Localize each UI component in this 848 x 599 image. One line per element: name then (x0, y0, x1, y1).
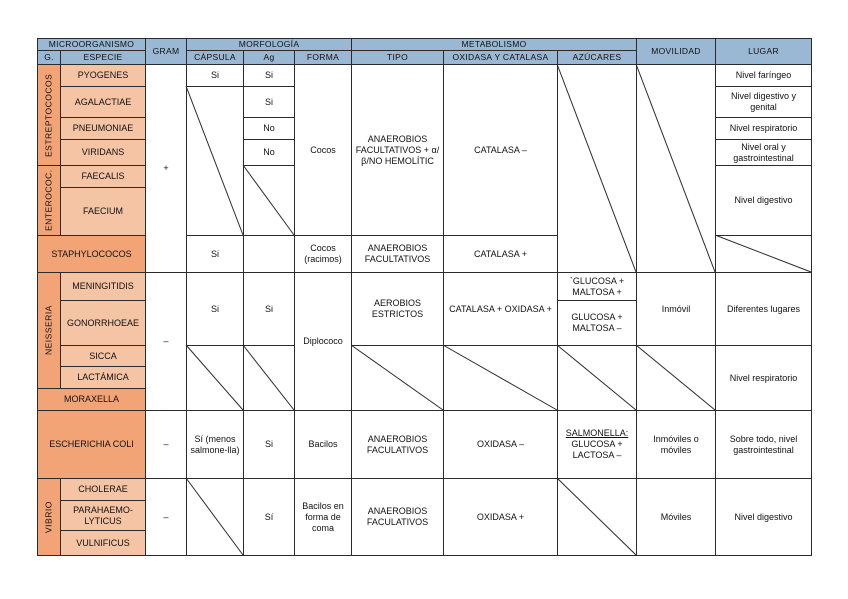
gram-positive-text: + (163, 163, 169, 173)
forma-strep (294, 64, 352, 236)
gram-neisseria-text: – (163, 336, 169, 346)
species-agalactiae-text: AGALACTIAE (74, 96, 132, 107)
tipo-neisseria (351, 272, 444, 346)
ag-pyogenes (243, 64, 295, 87)
species-cholerae (60, 478, 146, 501)
lugar-ecoli (715, 410, 812, 479)
capsula-staph (186, 235, 244, 273)
lugar-viridans (715, 139, 812, 166)
movilidad-vibrio (636, 478, 716, 556)
tipo-strep-text: ANAEROBIOS FACULTATIVOS + α/β/NO HEMOLÍTIC (355, 133, 440, 166)
species-escherichia-coli (37, 410, 146, 479)
azucares-meningitidis-text: `GLUCOSA + MALTOSA + (569, 275, 625, 297)
lugar-neisseria (715, 272, 812, 346)
capsula-header-text: CÁPSULA (194, 52, 236, 62)
g-header (37, 50, 61, 65)
gram-ecoli (145, 410, 187, 479)
ag-viridans-text: No (263, 147, 275, 157)
oxidasa-empty-neisseria (443, 345, 558, 411)
species-lactamica (60, 366, 146, 389)
g-header-text: G. (44, 52, 54, 62)
lugar-sicca (715, 345, 812, 411)
oxidasa-neisseria (443, 272, 558, 346)
tipo-staph (351, 235, 444, 273)
gram-positive (145, 64, 187, 273)
capsula-pyogenes (186, 64, 244, 87)
species-pneumoniae-text: PNEUMONIAE (72, 123, 134, 133)
gram-ecoli-text: – (163, 439, 169, 449)
tipo-empty-neisseria (351, 345, 444, 411)
especie-header-text: ESPECIE (83, 52, 123, 62)
oxidasa-ecoli (443, 410, 558, 479)
tipo-vibrio-text: ANAEROBIOS FACULATIVOS (366, 506, 429, 527)
salmonella-label: SALMONELLA: (565, 428, 629, 438)
ag-vibrio-text: Sí (264, 511, 274, 522)
oxidasa-strep-text: CATALASA – (474, 144, 527, 155)
lugar-viridans-text: Nivel oral y gastrointestinal (733, 141, 794, 163)
azucares-meningitidis (557, 272, 637, 301)
morfologia-header-text: MORFOLOGÍA (238, 39, 300, 49)
tipo-ecoli (351, 410, 444, 479)
species-lactamica-text: LACTÁMICA (77, 372, 129, 382)
movilidad-empty-strep (636, 64, 716, 273)
group-enterococ (37, 165, 61, 236)
species-parahaemolyticus (60, 500, 146, 531)
ag-pneumoniae-text: No (263, 123, 275, 133)
ag-empty-staph (243, 235, 295, 273)
species-vulnificus (60, 530, 146, 556)
oxidasa-vibrio (443, 478, 558, 556)
forma-ecoli-text: Bacilos (308, 439, 338, 449)
ag-header-text: Ag (263, 52, 275, 62)
lugar-pyogenes (715, 64, 812, 87)
gram-vibrio (145, 478, 187, 556)
salmonella-sugars: GLUCOSA + LACTOSA – (571, 439, 623, 460)
tipo-staph-text: ANAEROBIOS FACULTATIVOS (364, 243, 431, 264)
oxidasa-catalasa-header-text: OXIDASA Y CATALASA (452, 52, 549, 62)
species-gonorrhoeae (60, 300, 146, 346)
lugar-vibrio-text: Nivel digestivo (734, 511, 793, 522)
metabolismo-header-text: METABOLISMO (461, 39, 527, 49)
tipo-neisseria-text: AEROBIOS ESTRICTOS (371, 298, 424, 319)
species-faecalis-text: FAECALIS (81, 171, 125, 181)
capsula-empty-vibrio (186, 478, 244, 556)
lugar-pneumoniae (715, 117, 812, 140)
oxidasa-ecoli-text: OXIDASA – (476, 439, 525, 449)
lugar-empty-staph (715, 235, 812, 273)
species-moraxella (37, 388, 146, 411)
species-viridans-text: VIRIDANS (81, 147, 125, 157)
group-neisseria-text: NEISSERIA (43, 305, 54, 356)
movilidad-vibrio-text: Móviles (660, 511, 692, 522)
azucares-empty-strep (557, 64, 637, 273)
tipo-header (351, 50, 444, 65)
ag-empty-enterococ (243, 165, 295, 236)
ag-pyogenes-text: Si (264, 70, 273, 80)
oxidasa-staph (443, 235, 558, 273)
lugar-ecoli-text: Sobre todo, nivel gastrointestinal (729, 433, 798, 455)
lugar-header (715, 38, 812, 65)
ag-ecoli (243, 410, 295, 479)
gram-header-text: GRAM (152, 46, 180, 56)
forma-ecoli (294, 410, 352, 479)
species-faecalis (60, 165, 146, 188)
especie-header (60, 50, 146, 65)
species-vulnificus-text: VULNIFICUS (76, 537, 130, 548)
group-estreptococos-text: ESTREPTOCOCOS (43, 73, 54, 157)
ag-empty-neisseria (243, 345, 295, 411)
lugar-agalactiae (715, 86, 812, 118)
forma-header-text: FORMA (306, 52, 340, 62)
ag-header (243, 50, 295, 65)
lugar-enterococ-text: Nivel digestivo (734, 195, 793, 205)
lugar-pyogenes-text: Nivel faríngeo (735, 70, 792, 80)
tipo-strep (351, 64, 444, 236)
movilidad-ecoli-text: Inmóviles o móviles (653, 433, 699, 455)
species-faecium (60, 187, 146, 236)
microorganismo-header-text: MICROORGANISMO (48, 39, 135, 49)
species-staphylococos (37, 235, 146, 273)
species-viridans (60, 139, 146, 166)
movilidad-header (636, 38, 716, 65)
species-pneumoniae (60, 117, 146, 140)
azucares-gonorrhoeae (557, 300, 637, 346)
forma-neisseria (294, 272, 352, 411)
tipo-header-text: TIPO (386, 52, 409, 62)
species-faecium-text: FAECIUM (82, 206, 123, 216)
lugar-sicca-text: Nivel respiratorio (729, 372, 798, 383)
group-neisseria (37, 272, 61, 389)
forma-strep-text: Cocos (310, 144, 336, 155)
capsula-ecoli-text: Sí (menos salmone-lla) (190, 433, 240, 455)
capsula-staph-text: Si (210, 248, 219, 259)
species-sicca (60, 345, 146, 367)
group-vibrio (37, 478, 61, 556)
ag-ecoli-text: Si (264, 439, 273, 449)
species-meningitidis (60, 272, 146, 301)
gram-vibrio-text: – (163, 511, 169, 522)
oxidasa-catalasa-header (443, 50, 558, 65)
azucares-ecoli (557, 410, 637, 479)
azucares-gonorrhoeae-text: GLUCOSA + MALTOSA – (571, 312, 623, 333)
lugar-enterococ (715, 165, 812, 236)
azucares-empty-neisseria (557, 345, 637, 411)
azucares-header (557, 50, 637, 65)
tipo-ecoli-text: ANAEROBIOS FACULATIVOS (366, 433, 429, 455)
group-vibrio-text: VIBRIO (43, 501, 54, 533)
oxidasa-strep (443, 64, 558, 236)
lugar-vibrio (715, 478, 812, 556)
forma-vibrio-text: Bacilos en forma de coma (302, 500, 344, 533)
forma-staph-text: Cocos (racimos) (304, 243, 342, 264)
ag-viridans (243, 139, 295, 166)
forma-staph (294, 235, 352, 273)
capsula-pyogenes-text: Si (210, 70, 219, 80)
movilidad-neisseria (636, 272, 716, 346)
movilidad-empty-neisseria (636, 345, 716, 411)
oxidasa-neisseria-text: CATALASA + OXIDASA + (449, 303, 552, 314)
ag-neisseria (243, 272, 295, 346)
ag-neisseria-text: Si (264, 303, 273, 314)
capsula-header (186, 50, 244, 65)
group-enterococ-text: ENTEROCOC. (43, 169, 54, 232)
species-pyogenes (60, 64, 146, 87)
species-meningitidis-text: MENINGITIDIS (72, 281, 134, 291)
movilidad-ecoli (636, 410, 716, 479)
species-pyogenes-text: PYOGENES (77, 70, 129, 80)
ag-pneumoniae (243, 117, 295, 140)
forma-neisseria-text: Diplococo (303, 336, 343, 346)
capsula-neisseria-text: Si (210, 303, 219, 314)
lugar-header-text: LUGAR (748, 46, 779, 56)
ag-agalactiae-text: Si (264, 96, 273, 107)
species-gonorrhoeae-text: GONORRHOEAE (66, 317, 139, 328)
lugar-agalactiae-text: Nivel digestivo y genital (730, 91, 797, 112)
capsula-ecoli (186, 410, 244, 479)
azucares-header-text: AZÚCARES (572, 52, 622, 62)
species-escherichia-coli-text: ESCHERICHIA COLI (49, 439, 134, 449)
tipo-vibrio (351, 478, 444, 556)
capsula-neisseria (186, 272, 244, 346)
capsula-empty-neisseria (186, 345, 244, 411)
movilidad-neisseria-text: Inmóvil (661, 303, 691, 314)
forma-header (294, 50, 352, 65)
capsula-empty-strep (186, 86, 244, 236)
lugar-pneumoniae-text: Nivel respiratorio (729, 123, 798, 133)
ag-agalactiae (243, 86, 295, 118)
group-estreptococos (37, 64, 61, 166)
species-moraxella-text: MORAXELLA (63, 394, 120, 404)
oxidasa-staph-text: CATALASA + (474, 248, 527, 259)
azucares-empty-vibrio (557, 478, 637, 556)
species-cholerae-text: CHOLERAE (78, 484, 128, 494)
species-staphylococos-text: STAPHYLOCOCOS (51, 248, 132, 259)
forma-vibrio (294, 478, 352, 556)
lugar-neisseria-text: Diferentes lugares (726, 303, 801, 314)
movilidad-header-text: MOVILIDAD (651, 46, 701, 56)
oxidasa-vibrio-text: OXIDASA + (476, 511, 525, 522)
species-parahaemolyticus-text: PARAHAEMO-LYTICUS (73, 504, 133, 526)
gram-header (145, 38, 187, 65)
species-agalactiae (60, 86, 146, 118)
species-sicca-text: SICCA (89, 350, 117, 361)
ag-vibrio (243, 478, 295, 556)
gram-neisseria (145, 272, 187, 411)
